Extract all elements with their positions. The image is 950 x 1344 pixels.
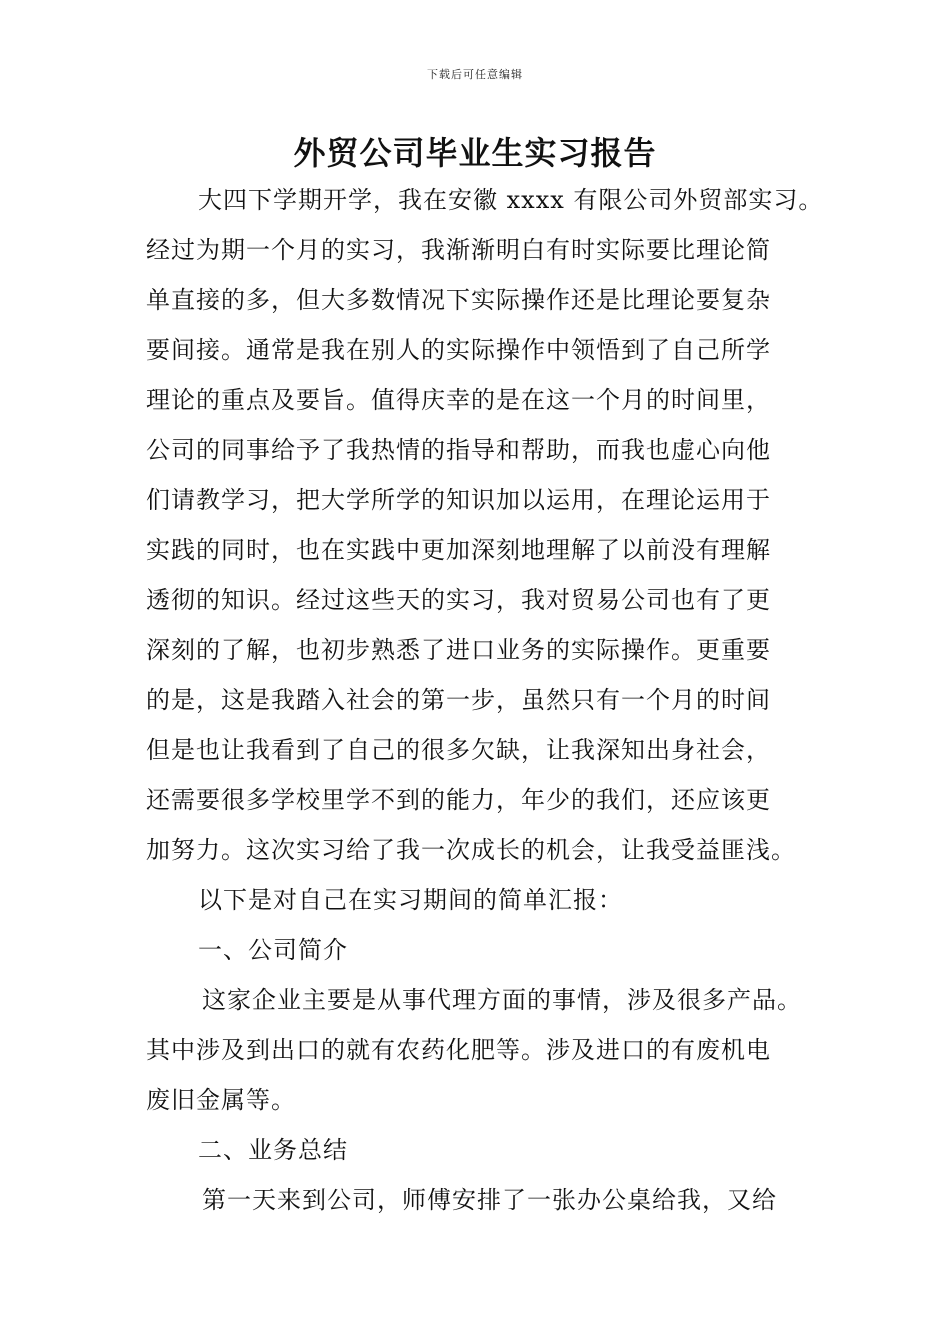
paragraph-line: 废旧金属等。	[146, 1086, 296, 1114]
paragraph-line: 以下是对自己在实习期间的简单汇报：	[198, 886, 623, 914]
section-heading: 二、业务总结	[198, 1136, 348, 1164]
paragraph-line: 单直接的多，但大多数情况下实际操作还是比理论要复杂	[146, 286, 771, 314]
paragraph-line: 加努力。这次实习给了我一次成长的机会，让我受益匪浅。	[146, 836, 796, 864]
document-title: 外贸公司毕业生实习报告	[293, 134, 657, 172]
paragraph-line: 实践的同时，也在实践中更加深刻地理解了以前没有理解	[146, 536, 771, 564]
paragraph-line: 要间接。通常是我在别人的实际操作中领悟到了自己所学	[146, 336, 771, 364]
paragraph-line: 还需要很多学校里学不到的能力，年少的我们，还应该更	[146, 786, 771, 814]
paragraph-line: 其中涉及到出口的就有农药化肥等。涉及进口的有废机电	[146, 1036, 771, 1064]
document-body	[146, 180, 824, 1230]
paragraph-line: 公司的同事给予了我热情的指导和帮助，而我也虚心向他	[146, 436, 771, 464]
header-note: 下载后可任意编辑	[427, 68, 523, 81]
paragraph-line: 们请教学习，把大学所学的知识加以运用，在理论运用于	[146, 486, 771, 514]
paragraph-line: 理论的重点及要旨。值得庆幸的是在这一个月的时间里，	[146, 386, 771, 414]
paragraph-line: 这家企业主要是从事代理方面的事情，涉及很多产品。	[202, 986, 802, 1014]
paragraph-line: 透彻的知识。经过这些天的实习，我对贸易公司也有了更	[146, 586, 771, 614]
paragraph-line: 经过为期一个月的实习，我渐渐明白有时实际要比理论简	[146, 236, 771, 264]
paragraph-line: 深刻的了解，也初步熟悉了进口业务的实际操作。更重要	[146, 636, 771, 664]
paragraph-line: 但是也让我看到了自己的很多欠缺，让我深知出身社会，	[146, 736, 771, 764]
paragraph-line: 大四下学期开学，我在安徽 xxxx 有限公司外贸部实习。	[198, 186, 824, 214]
section-heading: 一、公司简介	[198, 936, 348, 964]
paragraph-line: 的是，这是我踏入社会的第一步，虽然只有一个月的时间	[146, 686, 771, 714]
paragraph-line: 第一天来到公司，师傅安排了一张办公桌给我，又给	[202, 1186, 777, 1214]
